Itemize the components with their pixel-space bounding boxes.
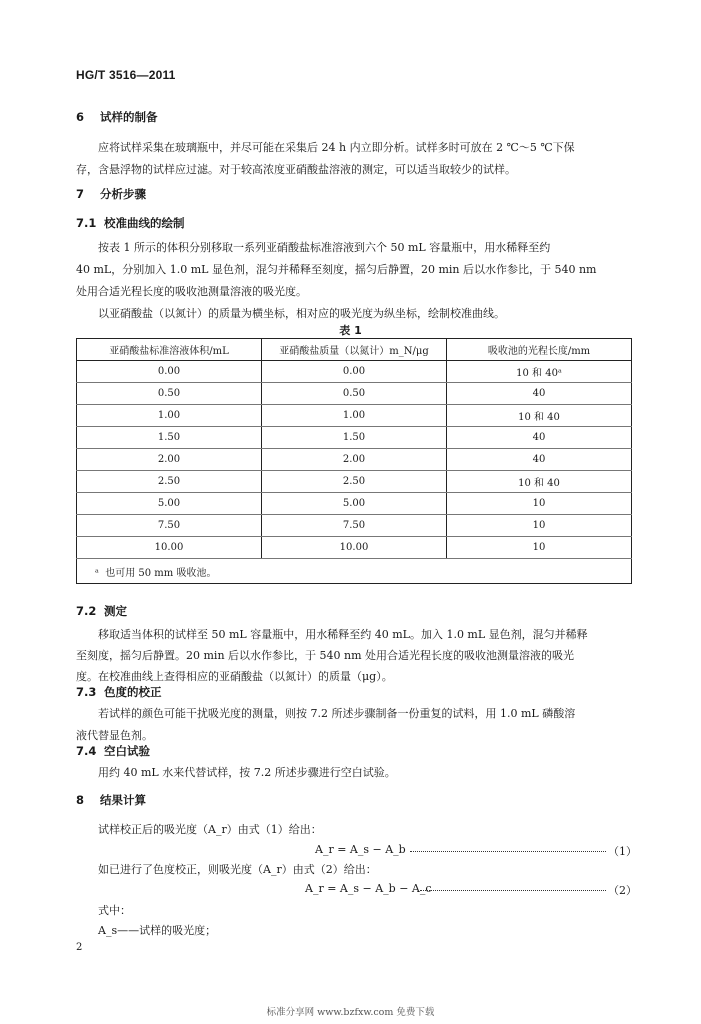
formula-2-number: （2）	[608, 884, 637, 897]
section-7-1-heading	[76, 215, 185, 231]
table-1	[76, 338, 632, 584]
section-7-3-line-1: 若试样的颜色可能干扰吸光度的测量，则按 7.2 所述步骤制备一份重复的试料，用 1.0 mL 磷酸溶	[98, 707, 576, 720]
section-7-4-title: 空白试验	[104, 744, 150, 758]
formula-2: A_r = A_s − A_b − A_c	[305, 882, 432, 895]
table-cell: 2.50	[77, 471, 262, 493]
table-cell: 1.00	[262, 405, 447, 427]
section-6-line-1: 应将试样采集在玻璃瓶中，并尽可能在采集后 24 h 内立即分析。试样多时可放在 2 ℃～5 ℃下保	[98, 141, 575, 154]
table-cell: 10.00	[262, 537, 447, 559]
table-cell: 40	[447, 449, 632, 471]
section-8-heading	[76, 792, 146, 808]
table-cell: 0.50	[77, 383, 262, 405]
where-label: 式中：	[98, 904, 131, 917]
section-7-1-title: 校准曲线的绘制	[104, 216, 185, 230]
table-cell: 1.50	[77, 427, 262, 449]
section-7-2-line-2: 至刻度，摇匀后静置。20 min 后以水作参比，于 540 nm 处用合适光程长度的吸收池测量溶液的吸光	[76, 649, 575, 662]
section-8-intro-1: 试样校正后的吸光度（A_r）由式（1）给出：	[98, 823, 322, 836]
table-cell: 0.00	[262, 361, 447, 383]
table-cell: 10 和 40	[447, 405, 632, 427]
section-7-4-number: 7.4	[76, 744, 97, 758]
section-7-1-line-3: 处用合适光程长度的吸收池测量溶液的吸光度。	[76, 285, 307, 298]
footnote-text: 也可用 50 mm 吸收池。	[105, 567, 217, 579]
section-7-3-line-2: 液代替显色剂。	[76, 729, 153, 742]
table-row	[77, 405, 632, 427]
table-cell: 10	[447, 493, 632, 515]
table-row	[77, 361, 632, 383]
section-8-title: 结果计算	[100, 793, 146, 807]
section-6-title: 试样的制备	[100, 110, 158, 124]
section-7-3-heading	[76, 684, 162, 700]
formula-2-leader	[420, 890, 606, 891]
section-7-2-line-3: 度。在校准曲线上查得相应的亚硝酸盐（以氮计）的质量（μg）。	[76, 670, 393, 683]
table-header-row	[77, 339, 632, 361]
table-header-volume: 亚硝酸盐标准溶液体积/mL	[77, 339, 262, 361]
table-cell: 10.00	[77, 537, 262, 559]
table-cell: 10 和 40ᵃ	[447, 361, 632, 383]
definition-1: A_s——试样的吸光度；	[98, 924, 217, 937]
section-7-heading	[76, 186, 146, 202]
formula-1-leader	[410, 851, 606, 852]
section-7-number: 7	[76, 187, 85, 201]
table-cell: 2.00	[262, 449, 447, 471]
table-row	[77, 537, 632, 559]
table-row	[77, 449, 632, 471]
section-8-intro-2: 如已进行了色度校正，则吸光度（A_r）由式（2）给出：	[98, 863, 377, 876]
section-7-1-line-2: 40 mL，分别加入 1.0 mL 显色剂，混匀并稀释至刻度，摇匀后静置，20 min 后以水作参比，于 540 nm	[76, 263, 597, 276]
table-footnote-row	[77, 559, 632, 584]
table-cell: 10	[447, 537, 632, 559]
table-cell: 7.50	[262, 515, 447, 537]
table-cell: 1.50	[262, 427, 447, 449]
table-row	[77, 493, 632, 515]
table-row	[77, 515, 632, 537]
formula-1: A_r = A_s − A_b	[315, 843, 406, 856]
section-8-number: 8	[76, 793, 85, 807]
table-cell: 10 和 40	[447, 471, 632, 493]
section-7-1-number: 7.1	[76, 216, 97, 230]
table-header-path-length: 吸收池的光程长度/mm	[447, 339, 632, 361]
table-cell: 2.00	[77, 449, 262, 471]
section-7-2-number: 7.2	[76, 604, 97, 618]
section-7-2-line-1: 移取适当体积的试样至 50 mL 容量瓶中，用水稀释至约 40 mL。加入 1.0 mL 显色剂，混匀并稀释	[98, 628, 588, 641]
table-cell: 0.00	[77, 361, 262, 383]
section-6-heading	[76, 109, 158, 125]
section-6-number: 6	[76, 110, 85, 124]
table-row	[77, 383, 632, 405]
section-7-3-title: 色度的校正	[104, 685, 162, 699]
table-cell: 1.00	[77, 405, 262, 427]
section-7-1-line-1: 按表 1 所示的体积分别移取一系列亚硝酸盐标准溶液到六个 50 mL 容量瓶中，用水稀释至约	[98, 241, 551, 254]
section-7-3-number: 7.3	[76, 685, 97, 699]
footnote-mark: ᵃ	[95, 567, 99, 579]
table-row	[77, 427, 632, 449]
table-cell: 0.50	[262, 383, 447, 405]
standard-number-header: HG/T 3516—2011	[76, 68, 176, 82]
formula-1-number: （1）	[608, 845, 637, 858]
section-7-2-title: 测定	[104, 604, 127, 618]
section-7-4-line-1: 用约 40 mL 水来代替试样，按 7.2 所述步骤进行空白试验。	[98, 766, 396, 779]
table-cell: 5.00	[262, 493, 447, 515]
table-cell: 40	[447, 383, 632, 405]
section-6-line-2: 存，含悬浮物的试样应过滤。对于较高浓度亚硝酸盐溶液的测定，可以适当取较少的试样。	[76, 163, 516, 176]
section-7-1-line-4: 以亚硝酸盐（以氮计）的质量为横坐标，相对应的吸光度为纵坐标，绘制校准曲线。	[98, 307, 505, 320]
section-7-title: 分析步骤	[100, 187, 146, 201]
table-header-mass: 亚硝酸盐质量（以氮计）m_N/μg	[262, 339, 447, 361]
section-7-4-heading	[76, 743, 150, 759]
table-row	[77, 471, 632, 493]
watermark-footer: 标准分享网 www.bzfxw.com 免费下载	[266, 1007, 435, 1018]
table-cell: 5.00	[77, 493, 262, 515]
table-cell: 2.50	[262, 471, 447, 493]
section-7-2-heading	[76, 603, 127, 619]
table-1-caption: 表 1	[339, 324, 362, 337]
page-number: 2	[76, 942, 83, 953]
table-footnote	[77, 559, 632, 584]
table-cell: 7.50	[77, 515, 262, 537]
table-cell: 40	[447, 427, 632, 449]
table-cell: 10	[447, 515, 632, 537]
